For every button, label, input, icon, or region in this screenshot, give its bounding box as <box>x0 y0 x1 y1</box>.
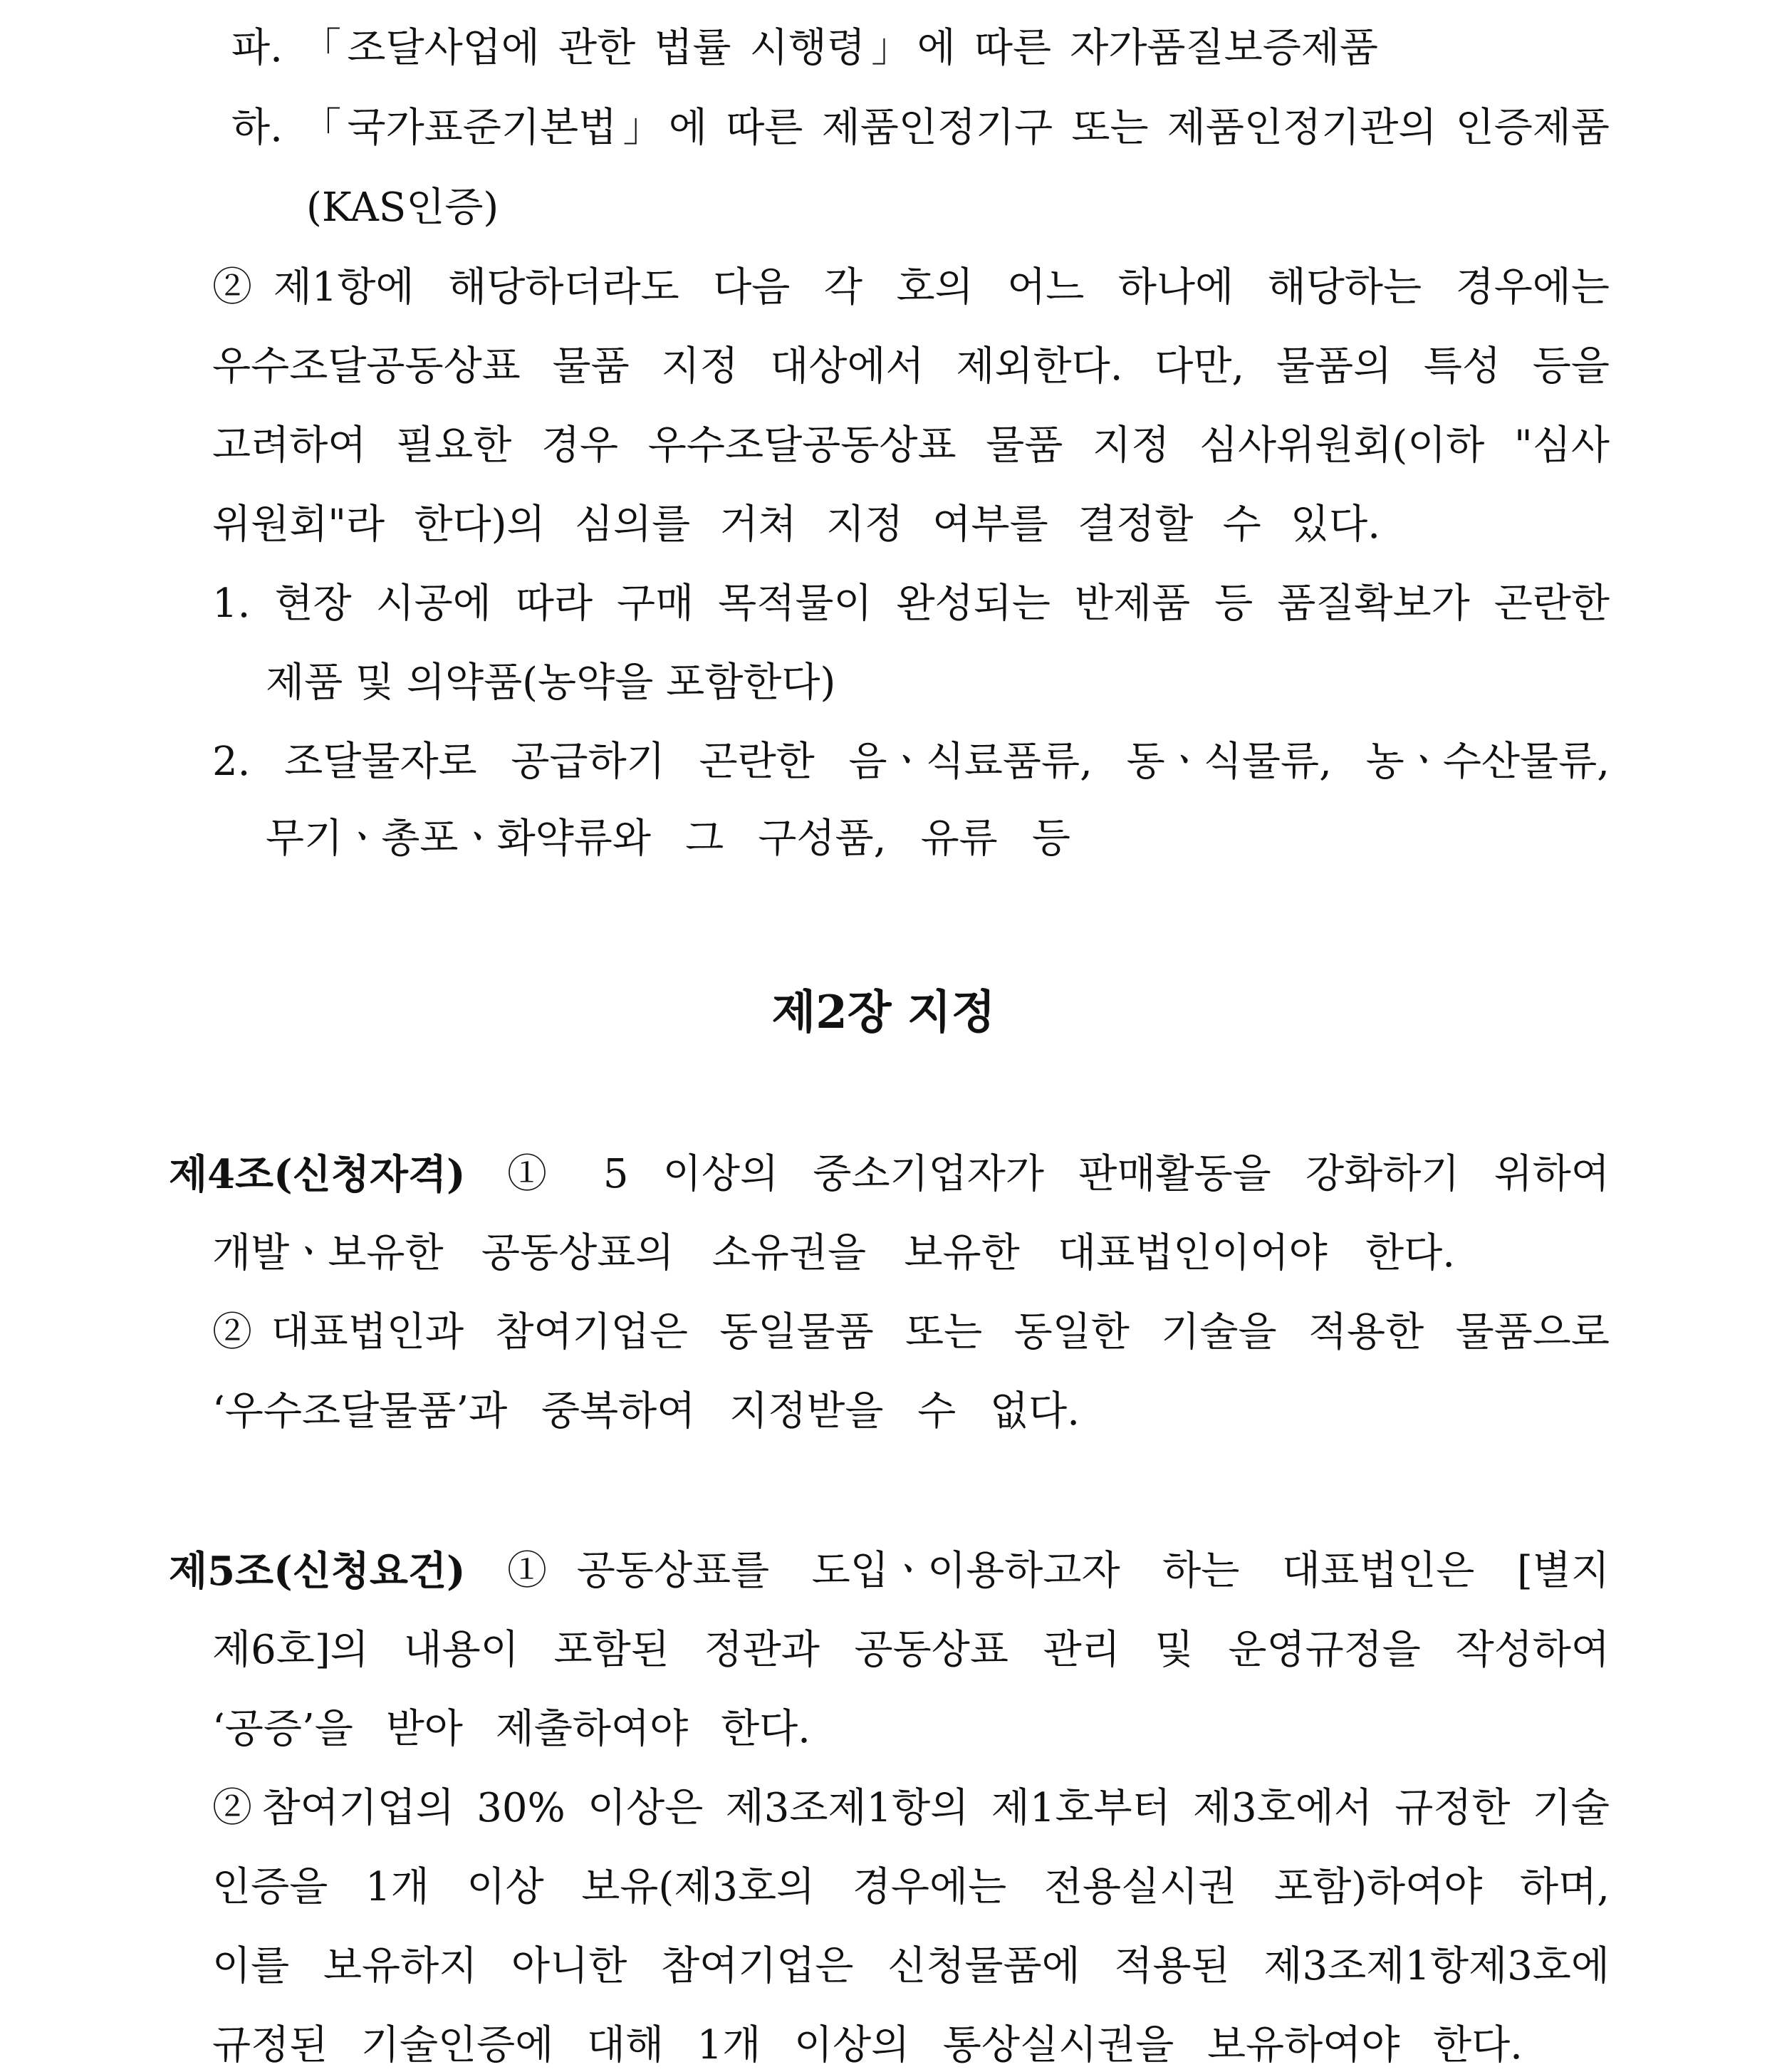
article-4-heading <box>169 1149 466 1201</box>
article-5-line-7: 규정된 기술인증에 대해 1개 이상의 통상실시권을 보유하여야 한다. <box>212 2022 1523 2068</box>
paragraph-2-line-3: 고려하여 필요한 경우 우수조달공동상표 물품 지정 심사위원회(이하 "심사 <box>212 422 1610 469</box>
paragraph-2-line-1: ②제1항에 해당하더라도 다음 각 호의 어느 하나에 해당하는 경우에는 <box>212 264 1610 311</box>
article-5-heading <box>169 1546 466 1598</box>
article-4-line-1: ① 5 이상의 중소기업자가 판매활동을 강화하기 위하여 <box>507 1151 1610 1197</box>
item-pa: 파. 「조달사업에 관한 법률 시행령」에 따른 자가품질보증제품 <box>231 25 1378 71</box>
article-5-line-2: 제6호]의 내용이 포함된 정관과 공동상표 관리 및 운영규정을 작성하여 <box>212 1627 1610 1673</box>
article-5-line-4: ②참여기업의 30% 이상은 제3조제1항의 제1호부터 제3호에서 규정한 기술 <box>212 1785 1610 1831</box>
article-5-line-5: 인증을 1개 이상 보유(제3호의 경우에는 전용실시권 포함)하여야 하며, <box>212 1864 1610 1910</box>
article-5-line-6: 이를 보유하지 아니한 참여기업은 신청물품에 적용된 제3조제1항제3호에 <box>212 1943 1610 1989</box>
item-ha: 하. 「국가표준기본법」에 따른 제품인정기구 또는 제품인정기관의 인증제품 <box>231 105 1610 151</box>
exclusion-item-1: 1. 현장 시공에 따라 구매 목적물이 완성되는 반제품 등 품질확보가 곤란한 <box>212 581 1610 627</box>
article-4-line-3: ②대표법인과 참여기업은 동일물품 또는 동일한 기술을 적용한 물품으로 <box>212 1309 1610 1355</box>
article-5-line-3: ‘공증’을 받아 제출하여야 한다. <box>212 1706 810 1752</box>
exclusion-item-2-continuation: 무기ㆍ총포ㆍ화약류와 그 구성품, 유류 등 <box>266 816 1070 862</box>
paragraph-2-line-2: 우수조달공동상표 물품 지정 대상에서 제외한다. 다만, 물품의 특성 등을 <box>212 343 1610 390</box>
article-5-title: 제5조(신청요건) <box>169 1548 466 1595</box>
item-ha-continuation: (KAS인증) <box>306 184 499 231</box>
exclusion-item-1-continuation: 제품 및 의약품(농약을 포함한다) <box>266 660 836 706</box>
article-4-line-2: 개발ㆍ보유한 공동상표의 소유권을 보유한 대표법인이어야 한다. <box>212 1230 1455 1276</box>
article-4-title: 제4조(신청자격) <box>169 1151 466 1198</box>
chapter-heading: 제2장 지정 <box>771 986 996 1039</box>
article-4-line-4: ‘우수조달물품’과 중복하여 지정받을 수 없다. <box>212 1388 1080 1435</box>
article-5-line-1: ①공동상표를 도입ㆍ이용하고자 하는 대표법인은 [별지 <box>507 1548 1610 1594</box>
paragraph-2-line-4: 위원회"라 한다)의 심의를 거쳐 지정 여부를 결정할 수 있다. <box>212 501 1380 548</box>
exclusion-item-2: 2. 조달물자로 공급하기 곤란한 음ㆍ식료품류, 동ㆍ식물류, 농ㆍ수산물류, <box>212 739 1610 785</box>
